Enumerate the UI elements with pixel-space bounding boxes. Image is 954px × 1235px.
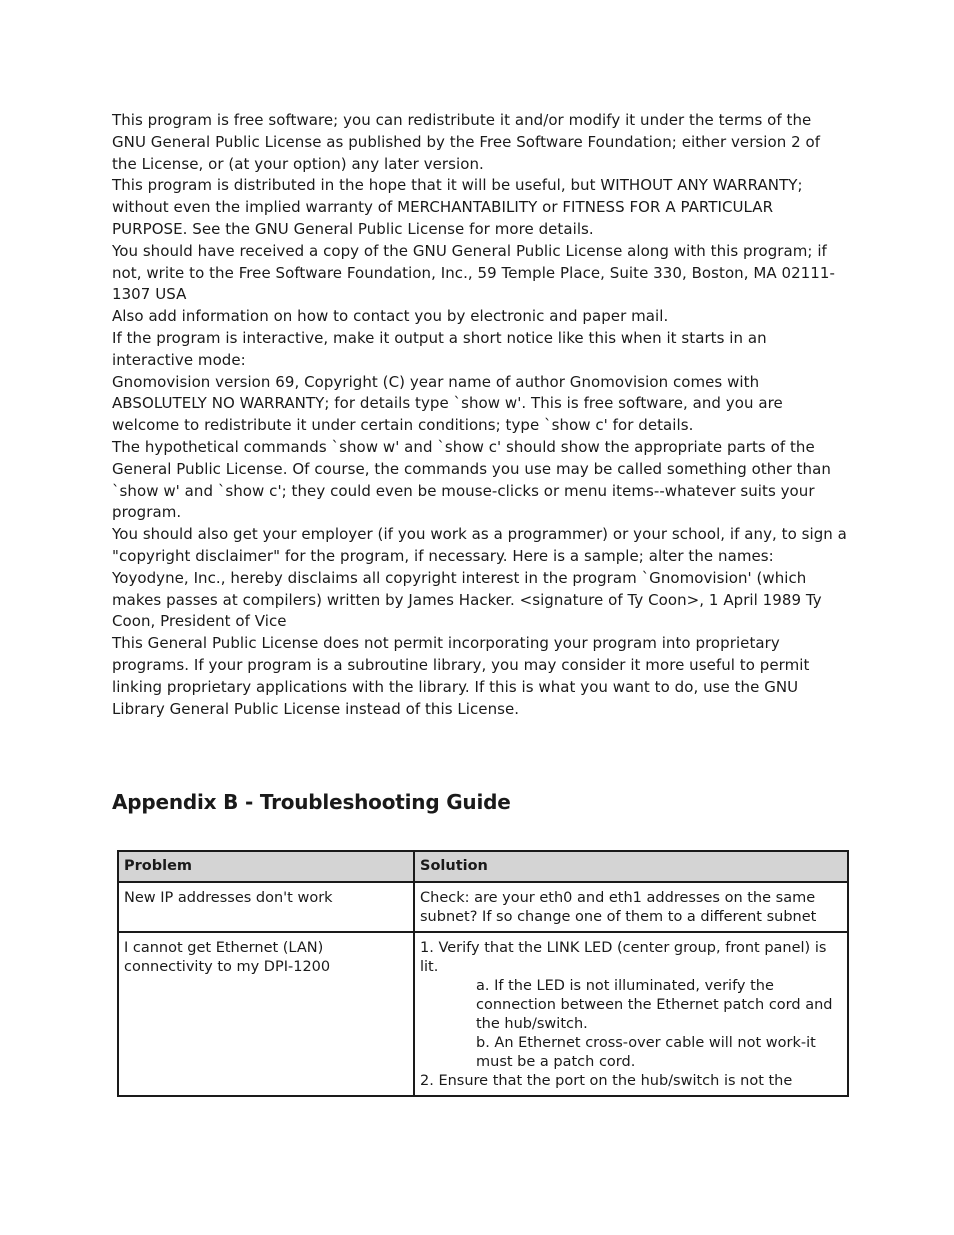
paragraph-library-license: This General Public License does not permit incorporating your program into proprietary programs. If your program is a subroutine library, you may consider it more useful to permit linking proprietary applications with the library. If this is what you want to do, use the GNU Library General Public License instead of this License. bbox=[112, 634, 810, 718]
solution-cell: Check: are your eth0 and eth1 addresses on the same subnet? If so change one of them to a different subnet bbox=[414, 882, 848, 932]
paragraph-disclaimer-sample: Yoyodyne, Inc., hereby disclaims all copyright interest in the program `Gnomovision' (which makes passes at compilers) written by James Hacker. <signature of Ty Coon>, 1 April 1989 Ty Coon, President of Vice bbox=[112, 568, 822, 631]
solution-substep-a: a. If the LED is not illuminated, verify the connection between the Ethernet patch cord and the hub/switch. bbox=[476, 978, 833, 1032]
troubleshooting-table bbox=[117, 850, 849, 1097]
solution-substep-b: b. An Ethernet cross-over cable will not work-it must be a patch cord. bbox=[476, 1035, 816, 1070]
problem-cell: I cannot get Ethernet (LAN) connectivity to my DPI-1200 bbox=[118, 932, 414, 1096]
paragraph-contact-info: Also add information on how to contact you by electronic and paper mail. bbox=[112, 307, 669, 326]
table-row bbox=[118, 882, 848, 932]
paragraph-copy-received: You should have received a copy of the GNU General Public License along with this program; if not, write to the Free Software Foundation, Inc., 59 Temple Place, Suite 330, Boston, MA 02111-1307 USA bbox=[112, 241, 835, 304]
header-solution: Solution bbox=[414, 851, 848, 882]
solution-step-1: 1. Verify that the LINK LED (center group, front panel) is lit. bbox=[420, 940, 827, 975]
paragraph-license-terms: This program is free software; you can redistribute it and/or modify it under the terms of the GNU General Public License as published by the Free Software Foundation; either version 2 of the License, or (at your option) any later version. bbox=[112, 111, 821, 173]
paragraph-employer: You should also get your employer (if you work as a programmer) or your school, if any, to sign a "copyright disclaimer" for the program, if necessary. Here is a sample; alter the names: bbox=[112, 525, 847, 565]
paragraph-warranty: This program is distributed in the hope that it will be useful, but WITHOUT ANY WARRANTY; without even the implied warranty of MERCHANTABILITY or FITNESS FOR A PARTICULAR PURPOSE. See the GNU General Public License for more details. bbox=[112, 176, 803, 238]
appendix-b-heading: Appendix B - Troubleshooting Guide bbox=[112, 790, 511, 814]
solution-cell bbox=[414, 932, 848, 1096]
header-problem: Problem bbox=[118, 851, 414, 882]
table-row bbox=[118, 932, 848, 1096]
paragraph-interactive: If the program is interactive, make it output a short notice like this when it starts in an interactive mode: bbox=[112, 328, 767, 369]
paragraph-hypothetical-commands: The hypothetical commands `show w' and `show c' should show the appropriate parts of the General Public License. Of course, the commands you use may be called something other than `show w' and `show c'; they could even be mouse-clicks or menu items--whatever suits your program. bbox=[112, 437, 831, 522]
solution-step-2: 2. Ensure that the port on the hub/switch is not the bbox=[420, 1073, 793, 1089]
paragraph-gnomovision-notice: Gnomovision version 69, Copyright (C) year name of author Gnomovision comes with ABSOLUTELY NO WARRANTY; for details type `show w'. This is free software, and you are welcome to redistribute it under certain conditions; type `show c' for details. bbox=[112, 372, 783, 435]
problem-cell: New IP addresses don't work bbox=[118, 882, 414, 932]
table-header-row bbox=[118, 851, 848, 882]
license-text-body bbox=[112, 110, 848, 720]
